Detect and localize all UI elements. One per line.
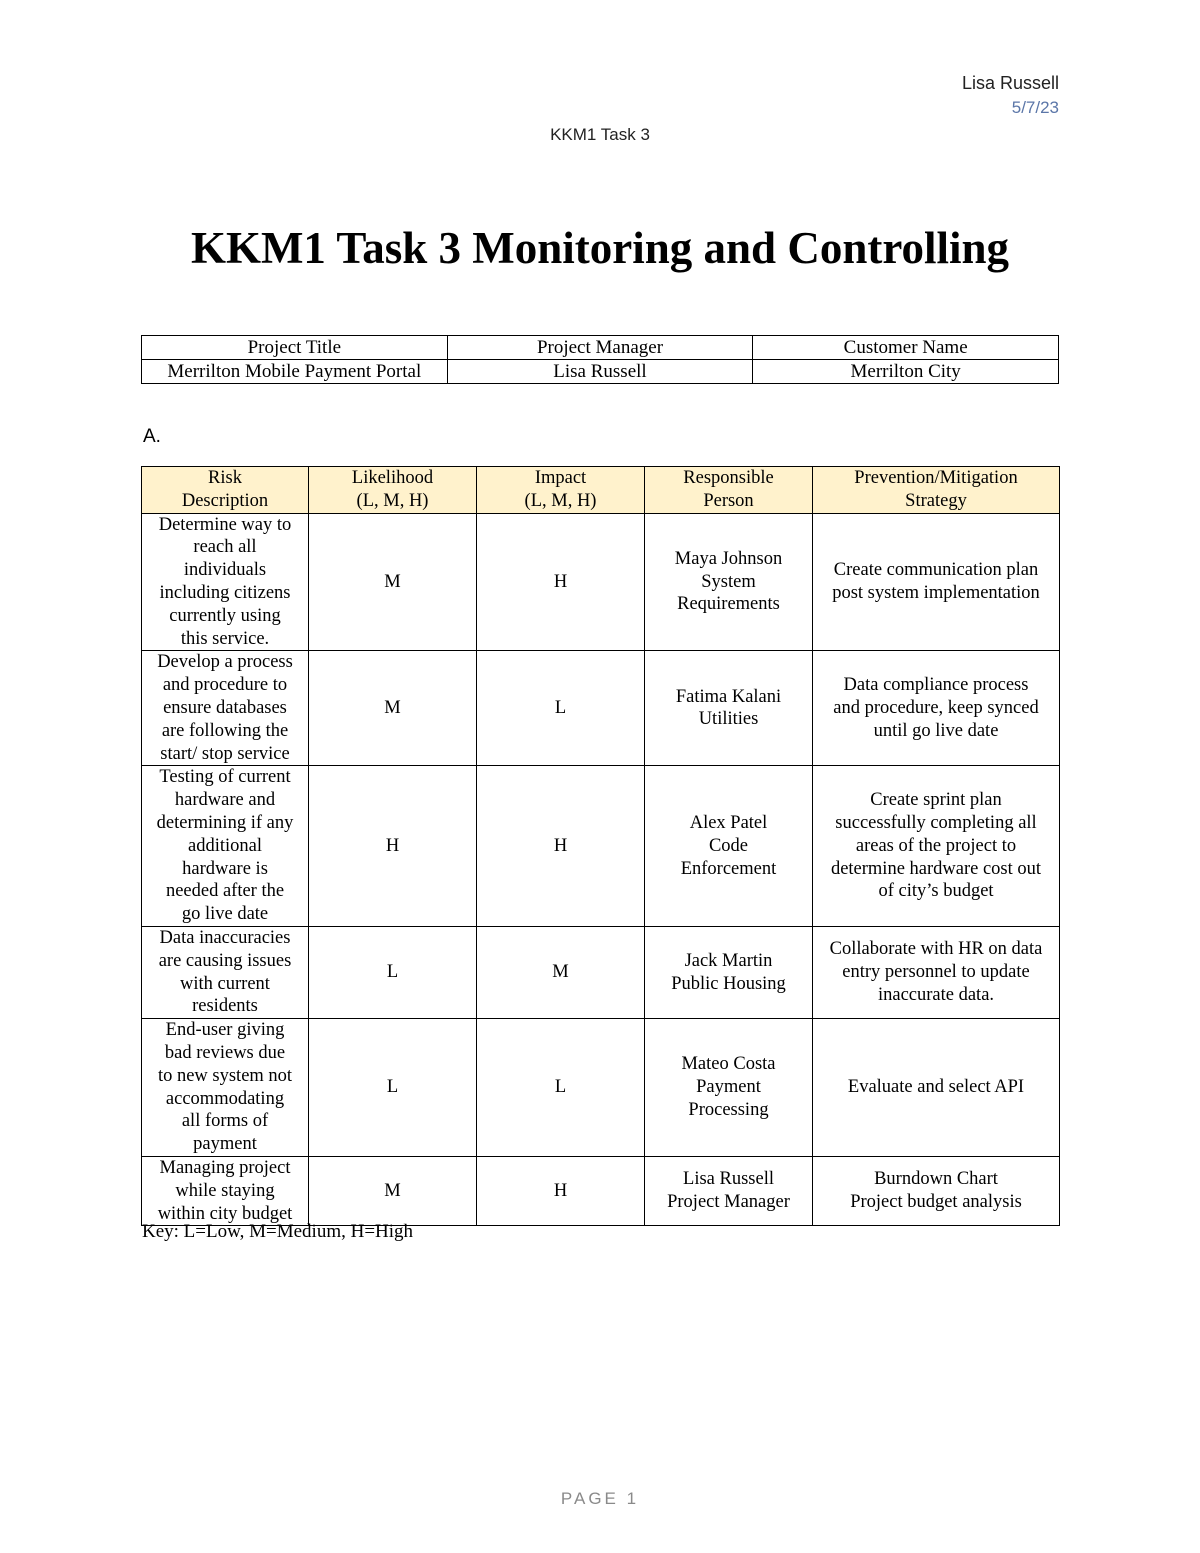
- page-number: PAGE 1: [560, 1489, 640, 1508]
- cell-line: entry personnel to update: [842, 962, 1030, 983]
- cell-line: within city budget: [157, 1203, 293, 1224]
- responsible-person-cell: [645, 651, 813, 766]
- likelihood-cell: L: [309, 1019, 477, 1157]
- project-manager-value: Lisa Russell: [447, 360, 753, 384]
- cell-line: Person: [703, 490, 754, 511]
- risk-description-cell: [142, 926, 309, 1018]
- table-row: [142, 766, 1060, 927]
- strategy-cell: [813, 1156, 1060, 1225]
- cell-line: Maya Johnson: [674, 548, 783, 569]
- risk-description-cell: [142, 1019, 309, 1157]
- cell-line: are causing issues: [158, 950, 292, 971]
- likelihood-header: [309, 467, 477, 514]
- cell-line: Strategy: [905, 490, 967, 511]
- cell-line: determining if any: [156, 812, 294, 833]
- table-row: [142, 926, 1060, 1018]
- impact-cell: L: [477, 651, 645, 766]
- project-manager-header: Project Manager: [447, 336, 753, 360]
- cell-line: End-user giving: [165, 1020, 285, 1041]
- cell-line: needed after the: [165, 881, 285, 902]
- cell-line: and procedure, keep synced: [833, 697, 1039, 718]
- cell-line: areas of the project to: [855, 835, 1017, 856]
- risk-table: [141, 466, 1060, 1226]
- cell-line: Create sprint plan: [870, 790, 1002, 811]
- cell-line: including citizens: [159, 582, 291, 603]
- strategy-cell: [813, 926, 1060, 1018]
- cell-line: with current: [180, 973, 270, 994]
- cell-line: Develop a process: [157, 652, 293, 673]
- cell-line: all forms of: [181, 1111, 269, 1132]
- cell-line: Project budget analysis: [850, 1192, 1022, 1213]
- header-date: 5/7/23: [1011, 98, 1059, 117]
- responsible-person-header: [645, 467, 813, 514]
- likelihood-cell: H: [309, 766, 477, 927]
- cell-line: Collaborate with HR on data: [829, 939, 1043, 960]
- cell-line: payment: [193, 1134, 257, 1155]
- cell-line: Code: [708, 835, 749, 856]
- responsible-person-cell: [645, 513, 813, 651]
- cell-line: additional: [188, 835, 262, 856]
- cell-line: Enforcement: [680, 858, 777, 879]
- cell-line: of city’s budget: [878, 881, 994, 902]
- cell-line: Requirements: [677, 594, 780, 615]
- project-title-value: Merrilton Mobile Payment Portal: [142, 360, 448, 384]
- cell-line: Evaluate and select API: [847, 1077, 1025, 1098]
- risk-description-cell: [142, 513, 309, 651]
- cell-line: start/ stop service: [160, 743, 290, 764]
- project-title-header: Project Title: [142, 336, 448, 360]
- cell-line: while staying: [175, 1180, 275, 1201]
- cell-line: ensure databases: [163, 697, 287, 718]
- customer-name-header: Customer Name: [753, 336, 1059, 360]
- cell-line: bad reviews due: [164, 1042, 286, 1063]
- table-row: [142, 1156, 1060, 1225]
- strategy-header: [813, 467, 1060, 514]
- table-row: [142, 513, 1060, 651]
- cell-line: Payment: [696, 1077, 761, 1098]
- cell-line: (L, M, H): [524, 490, 597, 511]
- likelihood-cell: M: [309, 1156, 477, 1225]
- responsible-person-cell: [645, 926, 813, 1018]
- cell-line: inaccurate data.: [877, 984, 995, 1005]
- cell-line: post system implementation: [832, 582, 1040, 603]
- responsible-person-cell: [645, 766, 813, 927]
- cell-line: Fatima Kalani: [675, 686, 782, 707]
- cell-line: Testing of current: [159, 767, 291, 788]
- cell-line: and procedure to: [162, 675, 288, 696]
- risk-description-cell: [142, 651, 309, 766]
- cell-line: Impact: [534, 468, 587, 488]
- impact-cell: M: [477, 926, 645, 1018]
- cell-line: accommodating: [165, 1088, 285, 1109]
- cell-line: individuals: [183, 560, 267, 581]
- cell-line: reach all: [193, 537, 257, 558]
- strategy-cell: [813, 651, 1060, 766]
- cell-line: to new system not: [157, 1065, 293, 1086]
- cell-line: Data inaccuracies: [159, 927, 291, 948]
- cell-line: residents: [192, 996, 258, 1017]
- cell-line: Create communication plan: [833, 560, 1039, 581]
- header-author: Lisa Russell: [961, 73, 1059, 93]
- cell-line: Risk: [208, 468, 242, 488]
- likelihood-cell: M: [309, 651, 477, 766]
- project-info-value-row: [142, 360, 1059, 384]
- strategy-cell: [813, 766, 1060, 927]
- cell-line: Burndown Chart: [874, 1169, 998, 1190]
- responsible-person-cell: [645, 1156, 813, 1225]
- cell-line: System: [701, 571, 756, 592]
- cell-line: currently using: [169, 605, 281, 626]
- risk-description-cell: [142, 1156, 309, 1225]
- cell-line: Managing project: [159, 1157, 291, 1178]
- responsible-person-cell: [645, 1019, 813, 1157]
- impact-cell: H: [477, 1156, 645, 1225]
- project-info-table: [141, 335, 1059, 384]
- cell-line: Utilities: [698, 709, 759, 730]
- cell-line: (L, M, H): [356, 490, 429, 511]
- likelihood-cell: L: [309, 926, 477, 1018]
- impact-cell: H: [477, 766, 645, 927]
- cell-line: Responsible: [683, 468, 774, 488]
- cell-line: Likelihood: [351, 468, 434, 488]
- risk-description-header: [142, 467, 309, 514]
- risk-description-cell: [142, 766, 309, 927]
- cell-line: determine hardware cost out: [830, 858, 1042, 879]
- impact-cell: L: [477, 1019, 645, 1157]
- cell-line: Data compliance process: [843, 675, 1029, 696]
- impact-cell: H: [477, 513, 645, 651]
- cell-line: are following the: [161, 720, 289, 741]
- cell-line: Processing: [688, 1099, 769, 1120]
- table-key: Key: L=Low, M=Medium, H=High: [142, 1221, 414, 1242]
- cell-line: hardware and: [174, 790, 276, 811]
- risk-table-header-row: [142, 467, 1060, 514]
- table-row: [142, 1019, 1060, 1157]
- cell-line: hardware is: [182, 858, 268, 879]
- cell-line: Determine way to: [158, 514, 292, 535]
- project-info-header-row: [142, 336, 1059, 360]
- cell-line: Project Manager: [667, 1192, 790, 1213]
- cell-line: until go live date: [873, 720, 999, 741]
- table-row: [142, 651, 1060, 766]
- cell-line: Public Housing: [671, 973, 786, 994]
- header-task: KKM1 Task 3: [550, 125, 650, 144]
- section-label: A.: [143, 426, 161, 447]
- cell-line: this service.: [180, 628, 270, 649]
- strategy-cell: [813, 1019, 1060, 1157]
- cell-line: Jack Martin: [684, 950, 773, 971]
- likelihood-cell: M: [309, 513, 477, 651]
- customer-name-value: Merrilton City: [753, 360, 1059, 384]
- cell-line: go live date: [181, 904, 269, 925]
- cell-line: Prevention/Mitigation: [854, 468, 1018, 488]
- cell-line: Lisa Russell: [683, 1169, 774, 1190]
- cell-line: Mateo Costa: [681, 1054, 776, 1075]
- cell-line: Description: [181, 490, 269, 511]
- strategy-cell: [813, 513, 1060, 651]
- page-title: KKM1 Task 3 Monitoring and Controlling: [190, 223, 1010, 273]
- impact-header: [477, 467, 645, 514]
- cell-line: Alex Patel: [689, 812, 768, 833]
- cell-line: successfully completing all: [835, 812, 1037, 833]
